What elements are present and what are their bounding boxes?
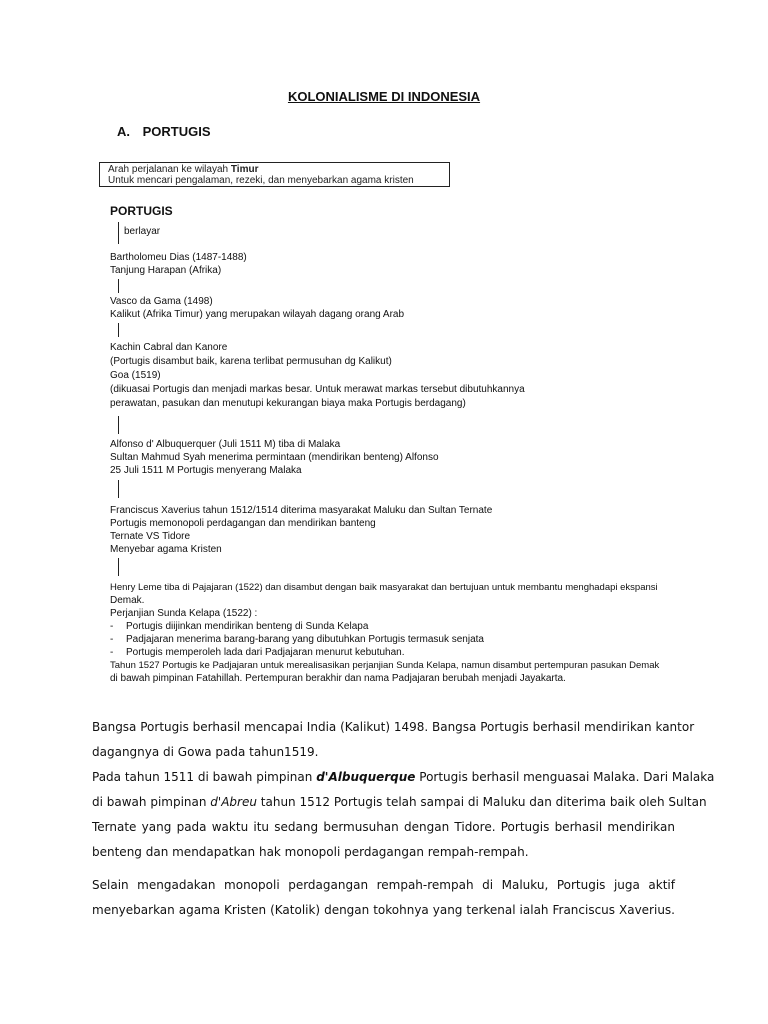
p2-text-rest: Portugis berhasil menguasai Malaka. Dari Malaka <box>415 770 715 784</box>
paragraph-1-line-2: dagangnya di Gowa pada tahun1519. <box>92 745 319 759</box>
section-number: A. <box>117 124 130 139</box>
flow-connector-6 <box>118 558 119 576</box>
flow-gama-line-1: Vasco da Gama (1498) <box>110 296 213 307</box>
flow-leme-line-3: Perjanjian Sunda Kelapa (1522) : <box>110 608 258 619</box>
paragraph-3-line-2: menyebarkan agama Kristen (Katolik) dengan tokohnya yang terkenal ialah Franciscus Xaverius. <box>92 903 675 917</box>
flow-xaverius-line-3: Ternate VS Tidore <box>110 531 191 542</box>
flow-bullet-3 <box>110 646 405 659</box>
paragraph-2-line-2 <box>92 794 707 810</box>
bullet-dash: - <box>110 621 114 632</box>
flow-cabral-line-2: (Portugis disambut baik, karena terlibat permusuhan dg Kalikut) <box>110 356 392 367</box>
flow-bullet-1 <box>110 620 368 633</box>
bullet-dash: - <box>110 647 114 658</box>
paragraph-3-line-1: Selain mengadakan monopoli perdagangan rempah-rempah di Maluku, Portugis juga aktif <box>92 878 675 892</box>
flow-ending-line-2: di bawah pimpinan Fatahillah. Pertempuran berakhir dan nama Padjajaran berubah menjadi Jayakarta. <box>110 673 566 684</box>
page-title: KOLONIALISME DI INDONESIA <box>287 89 481 104</box>
p2b-text: di bawah pimpinan <box>92 795 211 809</box>
flow-alfonso-line-2: Sultan Mahmud Syah menerima permintaan (mendirikan benteng) Alfonso <box>110 452 439 463</box>
flow-leme-line-1: Henry Leme tiba di Pajajaran (1522) dan disambut dengan baik masyarakat dan bertujuan untuk membantu menghadapi ekspansi <box>110 582 658 593</box>
flow-xaverius-line-1: Franciscus Xaverius tahun 1512/1514 diterima masyarakat Maluku dan Sultan Ternate <box>110 505 493 516</box>
flow-dias-line-1: Bartholomeu Dias (1487-1488) <box>110 252 247 263</box>
paragraph-2-line-3: Ternate yang pada waktu itu sedang bermusuhan dengan Tidore. Portugis berhasil mendirikan <box>92 820 675 834</box>
section-heading <box>117 124 211 139</box>
purpose-box <box>99 162 450 187</box>
paragraph-1-line-1: Bangsa Portugis berhasil mencapai India (Kalikut) 1498. Bangsa Portugis berhasil mendirikan kantor <box>92 720 695 734</box>
bullet-text: Portugis diijinkan mendirikan benteng di Sunda Kelapa <box>126 621 369 632</box>
purpose-line-2: Untuk mencari pengalaman, rezeki, dan menyebarkan agama kristen <box>108 175 414 186</box>
p2-name-abreu: d'Abreu <box>210 795 257 809</box>
flow-cabral-line-1: Kachin Cabral dan Kanore <box>110 342 228 353</box>
flow-cabral-line-4: (dikuasai Portugis dan menjadi markas besar. Untuk merawat markas tersebut dibutuhkannya <box>110 384 525 395</box>
bullet-dash: - <box>110 634 114 645</box>
flow-cabral-line-5: perawatan, pasukan dan menutupi kekurangan biaya maka Portugis berdagang) <box>110 398 466 409</box>
flow-connector-5 <box>118 480 119 498</box>
flow-alfonso-line-3: 25 Juli 1511 M Portugis menyerang Malaka <box>110 465 302 476</box>
p2-name-albuquerque: d'Albuquerque <box>316 770 416 784</box>
purpose-line-1 <box>108 164 441 175</box>
paragraph-2-line-4: benteng dan mendapatkan hak monopoli perdagangan rempah-rempah. <box>92 845 529 859</box>
flow-sail-label: berlayar <box>124 226 161 237</box>
purpose-line-1-bold: Timur <box>230 164 259 175</box>
paragraph-2-line-1 <box>92 769 715 785</box>
p2-text: Pada tahun 1511 di bawah pimpinan <box>92 770 317 784</box>
flow-bullet-2 <box>110 633 484 646</box>
flow-gama-line-2: Kalikut (Afrika Timur) yang merupakan wilayah dagang orang Arab <box>110 309 405 320</box>
flow-connector-4 <box>118 416 119 434</box>
bullet-text: Padjajaran menerima barang-barang yang dibutuhkan Portugis termasuk senjata <box>126 634 484 645</box>
flow-alfonso-line-1: Alfonso d' Albuquerquer (Juli 1511 M) tiba di Malaka <box>110 439 341 450</box>
flow-leme-line-2: Demak. <box>110 595 145 606</box>
flow-xaverius-line-4: Menyebar agama Kristen <box>110 544 222 555</box>
flow-connector-3 <box>118 323 119 337</box>
flow-dias-line-2: Tanjung Harapan (Afrika) <box>110 265 222 276</box>
flow-heading: PORTUGIS <box>110 204 173 218</box>
p2b-text-rest: tahun 1512 Portugis telah sampai di Maluku dan diterima baik oleh Sultan <box>256 795 707 809</box>
flow-ending-line-1: Tahun 1527 Portugis ke Padjajaran untuk merealisasikan perjanjian Sunda Kelapa, namun disambut pertempuran pasukan Demak <box>110 660 660 671</box>
purpose-line-1-text: Arah perjalanan ke wilayah <box>108 164 231 175</box>
flow-cabral-line-3: Goa (1519) <box>110 370 161 381</box>
flow-connector-1 <box>118 222 119 244</box>
bullet-text: Portugis memperoleh lada dari Padjajaran menurut kebutuhan. <box>126 647 405 658</box>
flow-connector-2 <box>118 279 119 293</box>
section-label: PORTUGIS <box>142 124 211 139</box>
flow-xaverius-line-2: Portugis memonopoli perdagangan dan mendirikan banteng <box>110 518 376 529</box>
